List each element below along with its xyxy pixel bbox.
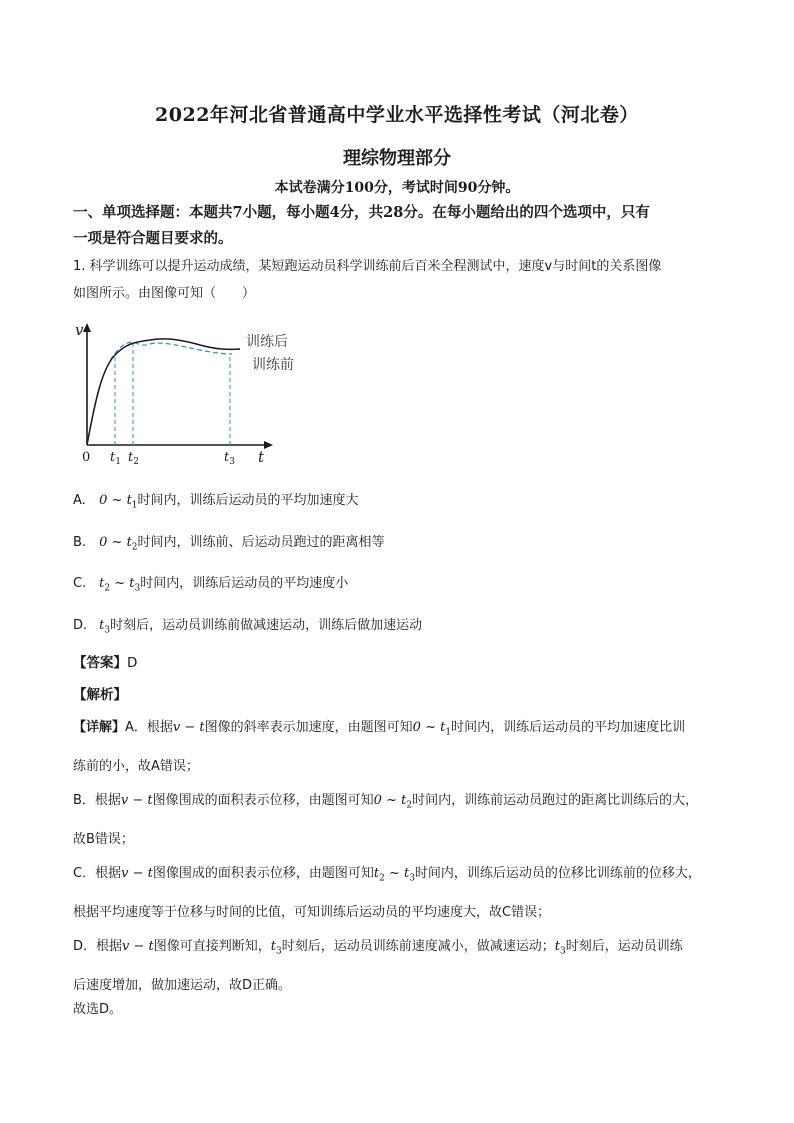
tick-label-t1: $t_1$ — [110, 450, 121, 467]
section-heading-line1: 一、单项选择题：本题共7小题，每小题4分，共28分。在每小题给出的四个选项中，只有 — [73, 204, 650, 221]
analysis-c-line1: C．根据v − t图像围成的面积表示位移，由题图可知$t_2$ ~ $t_3$时间内，训练后运动员的位移比训练前的位移大， — [73, 866, 701, 884]
analysis-a-line1: 【详解】A．根据v − t图像的斜率表示加速度，由题图可知0 ~ $t_1$时间内，训练后运动员的平均加速度比训 — [73, 720, 686, 738]
analysis-d-line1: D．根据v − t图像可直接判断知，$t_3$时刻后，运动员训练前速度减小，做减速运动；$t_3$时刻后，运动员训练 — [73, 939, 683, 957]
curve-before-training — [87, 342, 232, 445]
option-a-letter: A. — [73, 493, 86, 508]
option-d-letter: D. — [73, 618, 88, 633]
analysis-c — [73, 857, 733, 930]
answer-label: 【答案】 — [73, 655, 127, 671]
origin-label: 0 — [82, 450, 91, 465]
curve-after-training — [87, 339, 240, 445]
option-b[interactable] — [73, 531, 733, 553]
analysis-label: 【解析】 — [73, 687, 127, 703]
math-t2-t3: $t_2$ ~ $t_3$ — [99, 576, 141, 594]
answer-line — [73, 651, 137, 671]
page-subtitle: 理综物理部分 — [343, 148, 451, 169]
answer-value: D — [127, 655, 138, 671]
y-axis-label: v — [75, 321, 84, 339]
question-stem-line2: 如图所示。由图像可知（ ） — [73, 286, 256, 301]
analysis-a-line2: 练前的小，故A错误； — [73, 758, 199, 774]
analysis-b — [73, 784, 733, 857]
analysis-b-line2: 故B错误； — [73, 831, 134, 847]
page-title: 2022年河北省普通高中学业水平选择性考试（河北卷） — [155, 104, 639, 126]
vt-graph — [70, 318, 310, 468]
x-axis-label: t — [258, 448, 265, 466]
option-b-text: 时间内，训练前、后运动员跑过的距离相等 — [137, 535, 385, 550]
option-a[interactable] — [73, 489, 733, 511]
question-stem-line1: 1. 科学训练可以提升运动成绩，某短跑运动员科学训练前后百米全程测试中，速度v与时间t的关系图像 — [73, 259, 662, 274]
analysis-d — [73, 930, 733, 1003]
section-heading — [73, 200, 733, 252]
x-axis-arrow — [264, 441, 273, 449]
option-d-text: 时刻后，运动员训练前做减速运动，训练后做加速运动 — [110, 618, 423, 633]
math-0-t2: 0 ~ $t_2$ — [99, 535, 138, 553]
legend-before-training: 训练前 — [252, 357, 294, 373]
question-stem — [73, 253, 733, 307]
analysis-b-line1: B．根据v − t图像围成的面积表示位移，由题图可知0 ~ $t_2$时间内，训练前运动员跑过的距离比训练后的大， — [73, 793, 699, 811]
math-t3: $t_3$ — [99, 618, 111, 636]
option-d[interactable] — [73, 614, 733, 636]
analysis-d-line2: 后速度增加，做加速运动，故D正确。 — [73, 977, 292, 993]
option-c-letter: C. — [73, 576, 87, 591]
analysis-c-line2: 根据平均速度等于位移与时间的比值，可知训练后运动员的平均速度大，故C错误； — [73, 904, 551, 920]
section-heading-line2: 一项是符合题目要求的。 — [73, 230, 233, 247]
exam-info: 本试卷满分100分，考试时间90分钟。 — [274, 180, 520, 196]
y-axis-arrow — [83, 323, 91, 332]
option-b-letter: B. — [73, 535, 87, 550]
option-c-text: 时间内，训练后运动员的平均速度小 — [140, 576, 349, 591]
analysis-a — [73, 711, 733, 784]
option-c[interactable] — [73, 572, 733, 594]
option-a-text: 时间内，训练后运动员的平均加速度大 — [137, 493, 359, 508]
legend-after-training: 训练后 — [246, 334, 288, 350]
tick-label-t2: $t_2$ — [128, 450, 139, 467]
tick-label-t3: $t_3$ — [224, 450, 235, 467]
analysis-conclusion: 故选D。 — [73, 1002, 123, 1017]
math-0-t1: 0 ~ $t_1$ — [99, 493, 138, 511]
